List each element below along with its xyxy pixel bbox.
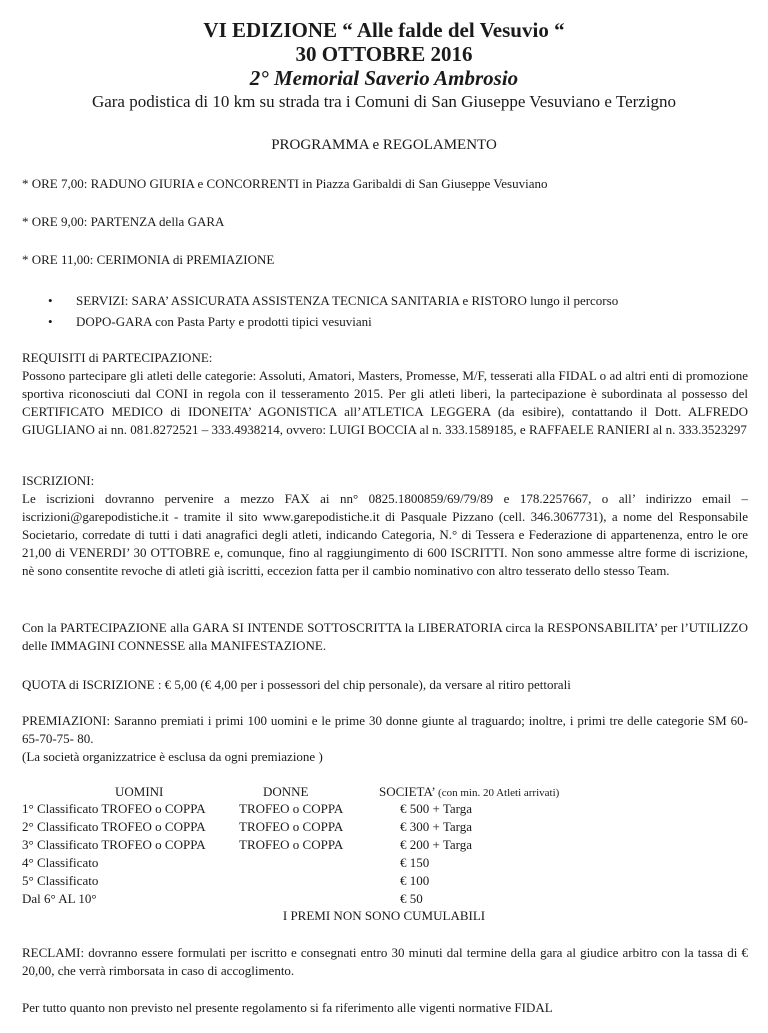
quota-text: QUOTA di ISCRIZIONE : € 5,00 (€ 4,00 per i possessori del chip personale), da versare al ritiro pettorali xyxy=(22,677,571,692)
requisiti-heading: REQUISITI di PARTECIPAZIONE: xyxy=(22,350,213,365)
table-cell-uomini: 3° Classificato TROFEO o COPPA xyxy=(22,837,206,852)
title-memorial: 2° Memorial Saverio Ambrosio xyxy=(249,66,519,90)
liberatoria-text: Con la PARTECIPAZIONE alla GARA SI INTENDE SOTTOSCRITTA la LIBERATORIA circa la RESPONSABILITA’ per l’UTILIZZO delle IMMAGINI CONNESSE alla MANIFESTAZIONE. xyxy=(22,620,748,653)
footer-note: Per tutto quanto non previsto nel presente regolamento si fa riferimento alle vigenti normative FIDAL xyxy=(22,1000,553,1015)
title-date: 30 OTTOBRE 2016 xyxy=(295,42,473,66)
subtitle: Gara podistica di 10 km su strada tra i Comuni di San Giuseppe Vesuviano e Terzigno xyxy=(91,92,677,111)
requisiti-body: Possono partecipare gli atleti delle categorie: Assoluti, Amatori, Masters, Promesse, M/F, tesserati alla FIDAL o ad altri enti di promozione sportiva riconosciuti dal CONI in regola con il tesseramento 2015. Per gli atleti liberi, la partecipazione è subordinata al possesso del CERTIFICATO MEDICO di IDONEITA’ AGONISTICA all’ATLETICA LEGGERA (da esibire), contattando il Dott. ALFREDO GIUGLIANO ai nn. 081.8272521 – 333.4938214, ovvero: LUIGI BOCCIA al n. 333.1589185, e RAFFAELE RANIERI al n. 333.3523297 xyxy=(22,368,748,437)
reclami-text: RECLAMI: dovranno essere formulati per iscritto e consegnati entro 30 minuti dal termine della gara al giudice arbitro con la tassa di € 20,00, che verrà rimborsata in caso di accoglimento. xyxy=(22,945,748,978)
table-cell-uomini: 5° Classificato xyxy=(22,873,99,888)
schedule-item-premiazione: * ORE 11,00: CERIMONIA di PREMIAZIONE xyxy=(22,252,275,267)
bullet-icon: • xyxy=(48,293,53,308)
table-cell-societa: € 150 xyxy=(400,855,430,870)
iscrizioni-heading: ISCRIZIONI: xyxy=(22,473,95,488)
header-societa-note: (con min. 20 Atleti arrivati) xyxy=(438,787,560,799)
table-cell-societa: € 50 xyxy=(400,891,423,906)
header-societa-label: SOCIETA’ xyxy=(379,784,435,799)
table-cell-uomini: 2° Classificato TROFEO o COPPA xyxy=(22,819,206,834)
table-cell-donne: TROFEO o COPPA xyxy=(239,801,344,816)
schedule-item-raduno: * ORE 7,00: RADUNO GIURIA e CONCORRENTI in Piazza Garibaldi di San Giuseppe Vesuviano xyxy=(22,176,548,191)
iscrizioni-body: Le iscrizioni dovranno pervenire a mezzo FAX ai nn° 0825.1800859/69/79/89 e 178.2257667, o all’ indirizzo email – iscrizioni@garepodistiche.it - tramite il sito www.garepodistiche.it di Pasquale Pizzano (cell. 346.3067731), a nome del Responsabile Societario, corredate di tutti i dati anagrafici degli atleti, indicando Categoria, N.° di Tessera e Federazione di appartenenza, entro le ore 21,00 di VENERDI’ 30 OTTOBRE e, comunque, fino al raggiungimento di 600 ISCRITTI. Non sono ammesse altre forme di iscrizione, nè sono consentite revoche di atleti già iscritti, eccezion fatta per il cambio nominativo con altro tesserato dello stesso Team. xyxy=(22,491,748,578)
table-cell-societa: € 200 + Targa xyxy=(400,837,473,852)
bullet-icon: • xyxy=(48,314,53,329)
header-donne: DONNE xyxy=(263,784,309,799)
table-cell-uomini: Dal 6° AL 10° xyxy=(22,891,97,906)
table-footer: I PREMI NON SONO CUMULABILI xyxy=(282,908,486,923)
premiazioni-text: PREMIAZIONI: Saranno premiati i primi 100 uomini e le prime 30 donne giunte al traguardo; inoltre, i primi tre delle categorie SM 60-65-70-75- 80. xyxy=(22,713,748,746)
table-cell-donne: TROFEO o COPPA xyxy=(239,837,344,852)
title-edition: VI EDIZIONE “ Alle falde del Vesuvio “ xyxy=(203,18,565,42)
list-item-text: SERVIZI: SARA’ ASSICURATA ASSISTENZA TECNICA SANITARIA e RISTORO lungo il percorso xyxy=(76,293,619,308)
table-cell-societa: € 100 xyxy=(400,873,430,888)
table-cell-donne: TROFEO o COPPA xyxy=(239,819,344,834)
header-uomini: UOMINI xyxy=(115,784,164,799)
list-item-text: DOPO-GARA con Pasta Party e prodotti tipici vesuviani xyxy=(76,314,372,329)
section-title: PROGRAMMA e REGOLAMENTO xyxy=(271,137,497,153)
table-cell-societa: € 500 + Targa xyxy=(400,801,473,816)
premiazioni-note: (La società organizzatrice è esclusa da ogni premiazione ) xyxy=(22,749,323,764)
schedule-item-partenza: * ORE 9,00: PARTENZA della GARA xyxy=(22,214,225,229)
table-cell-uomini: 1° Classificato TROFEO o COPPA xyxy=(22,801,206,816)
table-cell-societa: € 300 + Targa xyxy=(400,819,473,834)
table-cell-uomini: 4° Classificato xyxy=(22,855,99,870)
